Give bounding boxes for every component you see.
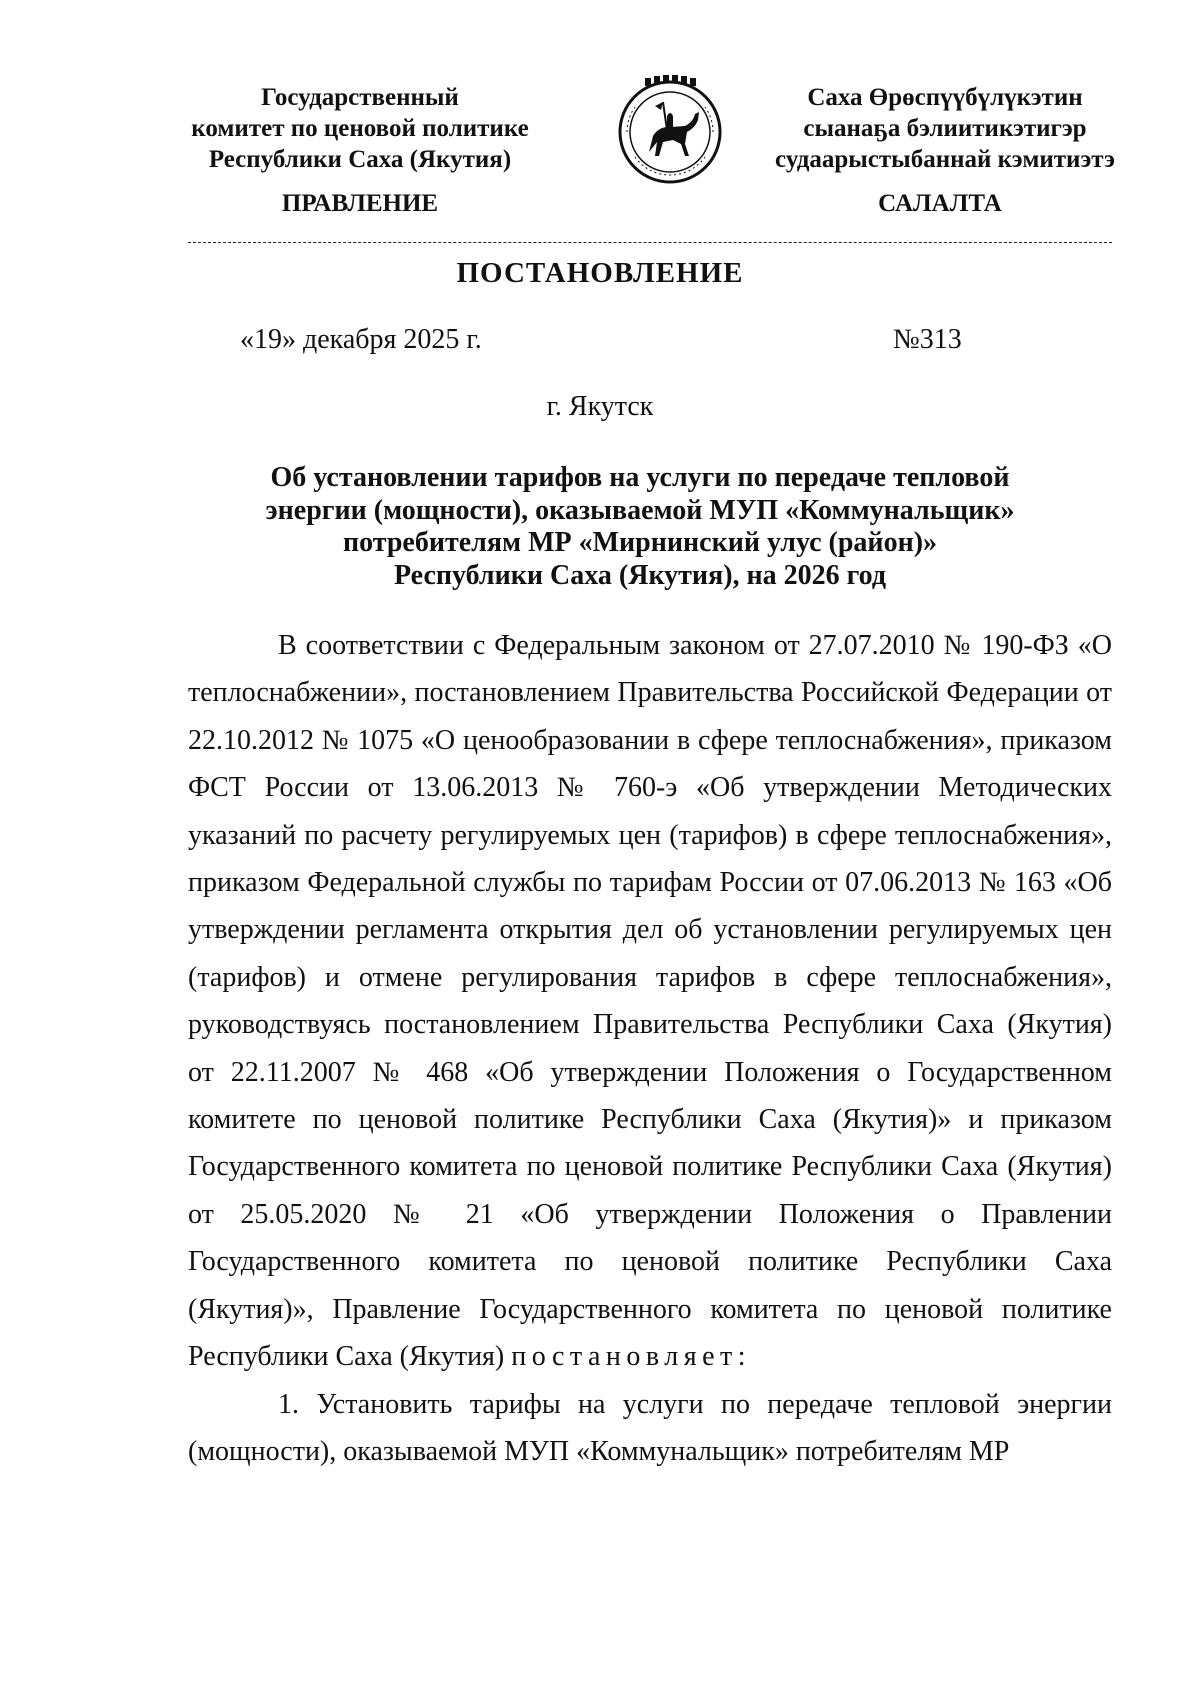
document-city: г. Якутск xyxy=(546,391,654,422)
resolves-word: постановляет: xyxy=(511,1341,752,1373)
preamble-paragraph xyxy=(188,622,1112,1381)
title-line: Республики Саха (Якутия), на 2026 год xyxy=(393,559,887,591)
committee-name-line: судаарыстыбаннай кэмитиэтэ xyxy=(775,146,1115,173)
document-body xyxy=(188,622,1112,1475)
title-line: потребителям МР «Мирнинский улус (район)» xyxy=(342,527,938,558)
preamble-text: В соответствии с Федеральным законом от 27.07.2010 № 190-ФЗ «О теплоснабжении», постановлением Правительства Российской Федерации от 22.10.2012 № 1075 «О ценообразовании в сфере теплоснабжения», приказом ФСТ России от 13.06.2013 № 760-э «Об утверждении Методических указаний по расчету регулируемых цен (тарифов) в сфере теплоснабжения», приказом Федеральной службы по тарифам России от 07.06.2013 № 163 «Об утверждении регламента открытия дел об установлении регулируемых цен (тарифов) и отмене регулирования тарифов в сфере теплоснабжения», руководствуясь постановлением Правительства Республики Саха (Якутия) от 22.11.2007 № 468 «Об утверждении Положения о Государственном комитете по ценовой политике Республики Саха (Якутия)» и приказом Государственного комитета по ценовой политике Республики Саха (Якутия) от 25.05.2020 № 21 «Об утверждении Положения о Правлении Государственного комитета по ценовой политике Республики Саха (Якутия)», Правление Государственного комитета по ценовой политике Республики Саха (Якутия) xyxy=(188,630,1112,1373)
document-type-heading: ПОСТАНОВЛЕНИЕ xyxy=(456,257,744,289)
committee-name-line: комитет по ценовой политике xyxy=(191,115,529,142)
board-label-russian: ПРАВЛЕНИЕ xyxy=(281,190,439,217)
clause-1-paragraph: 1. Установить тарифы на услуги по передаче тепловой энергии (мощности), оказываемой МУП «Коммунальщик» потребителям МР xyxy=(188,1388,1112,1467)
committee-name-line: сыанаҕа бэлиитикэтигэр xyxy=(803,115,1087,142)
committee-name-line: Республики Саха (Якутия) xyxy=(208,146,512,173)
committee-name-line: Саха Өрөспүүбүлүкэтин xyxy=(807,84,1083,111)
title-line: энергии (мощности), оказываемой МУП «Коммунальщик» xyxy=(265,494,1015,526)
committee-name-sakha xyxy=(755,82,1135,175)
committee-name-line: Государственный xyxy=(261,84,459,111)
document-number: №313 xyxy=(893,324,962,355)
document-date: «19» декабря 2025 г. xyxy=(240,324,482,355)
coat-of-arms-emblem xyxy=(615,72,725,187)
document-title xyxy=(200,462,1080,592)
committee-name-russian xyxy=(170,82,550,175)
title-line: Об установлении тарифов на услуги по передаче тепловой xyxy=(270,462,1010,493)
dashed-divider xyxy=(188,242,1112,243)
board-label-sakha: САЛАЛТА xyxy=(878,190,1002,217)
